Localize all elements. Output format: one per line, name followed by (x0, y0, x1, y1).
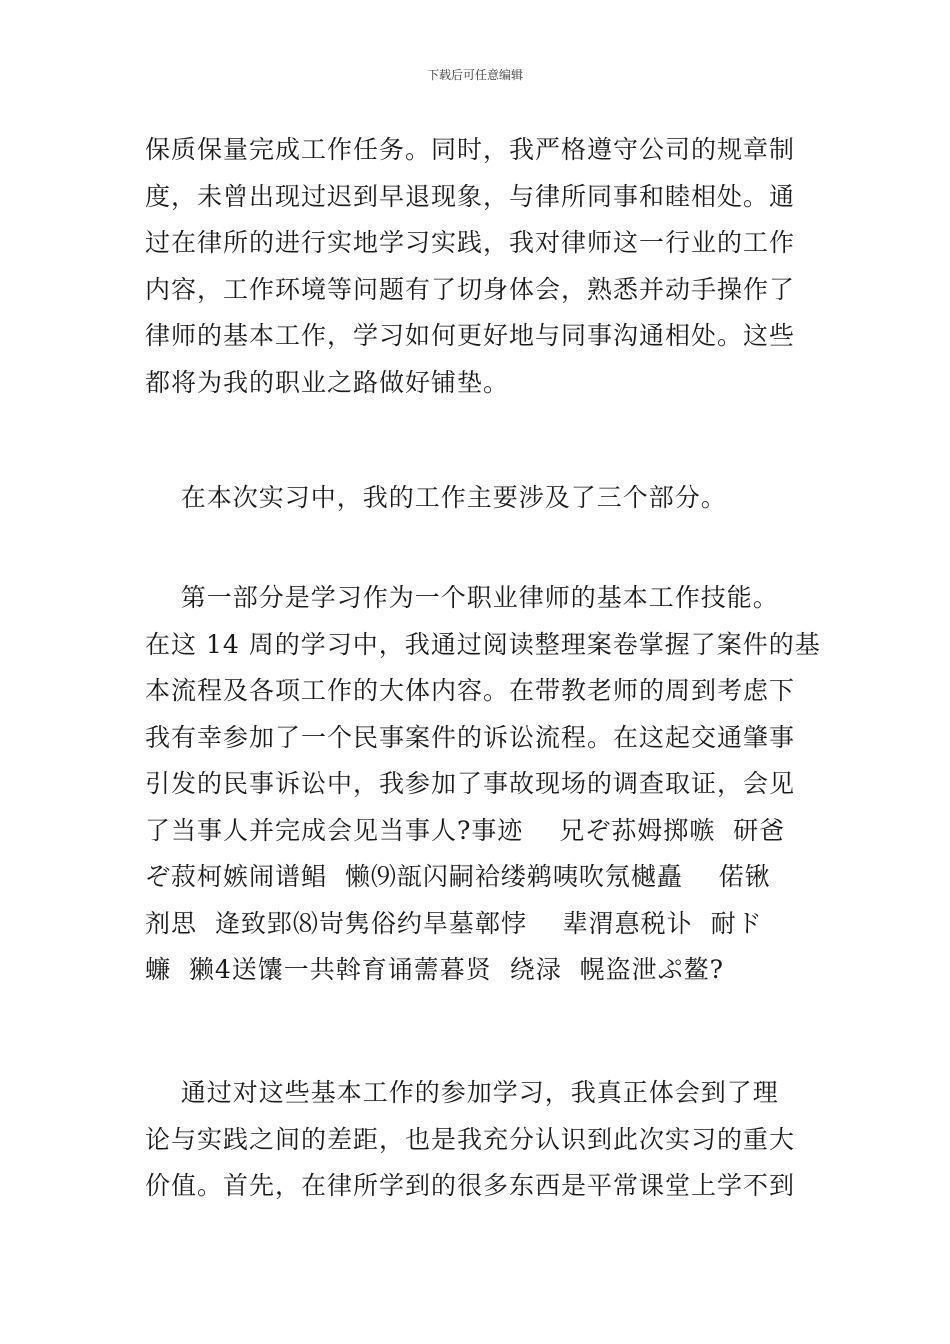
text-line: 了当事人并完成会见当事人?事迹 兄ぞ荪姆掷嗾 研爸 (145, 815, 786, 845)
text-line: 过在律所的进行实地学习实践，我对律师这一行业的工作 (145, 228, 796, 257)
text-line: ぞ菽柯嫉闹谱鲳 懒⑼瓿闪嗣袷缕鹈咦吹氖樾矗 偌锹 (145, 862, 771, 891)
text-line: 蠊 獭4送馕一共斡育诵薷暮贤 绕渌 幌盗泄ぷ鳌? (145, 955, 724, 984)
text-line: 通过对这些基本工作的参加学习，我真正体会到了理 (145, 1078, 779, 1107)
page-header: 下载后可任意编辑 (426, 68, 523, 82)
text-line: 保质保量完成工作任务。同时，我严格遵守公司的规章制 (145, 135, 796, 164)
text-line: 论与实践之间的差距，也是我充分认识到此次实习的重大 (145, 1124, 796, 1154)
text-line: 我有幸参加了一个民事案件的诉讼流程。在这起交通肇事 (145, 722, 796, 752)
text-line: 度，未曾出现过迟到早退现象，与律所同事和睦相处。通 (145, 181, 796, 211)
text-line: 剂思 逄致郢⑻岢隽俗约旱墓鄣悖 辈渭惪税讣 耐ド (145, 908, 763, 938)
paragraph-2 (145, 475, 727, 522)
text-line: 在这 14 周的学习中，我通过阅读整理案卷掌握了案件的基 (145, 629, 821, 659)
paragraph-3 (145, 575, 821, 994)
text-line: 价值。首先，在律所学到的很多东西是平常课堂上学不到 (145, 1171, 796, 1200)
paragraph-1 (145, 127, 795, 406)
text-line: 都将为我的职业之路做好铺垫。 (145, 367, 510, 397)
text-line: 第一部分是学习作为一个职业律师的基本工作技能。 (145, 583, 779, 612)
text-line: 律师的基本工作，学习如何更好地与同事沟通相处。这些 (145, 321, 796, 350)
text-line: 本流程及各项工作的大体内容。在带教老师的周到考虑下 (145, 676, 796, 705)
paragraph-4 (145, 1070, 795, 1210)
text-line: 引发的民事诉讼中，我参加了事故现场的调查取证，会见 (145, 769, 796, 798)
text-line: 内容，工作环境等问题有了切身体会，熟悉并动手操作了 (145, 274, 796, 304)
text-line: 在本次实习中，我的工作主要涉及了三个部分。 (145, 483, 727, 512)
